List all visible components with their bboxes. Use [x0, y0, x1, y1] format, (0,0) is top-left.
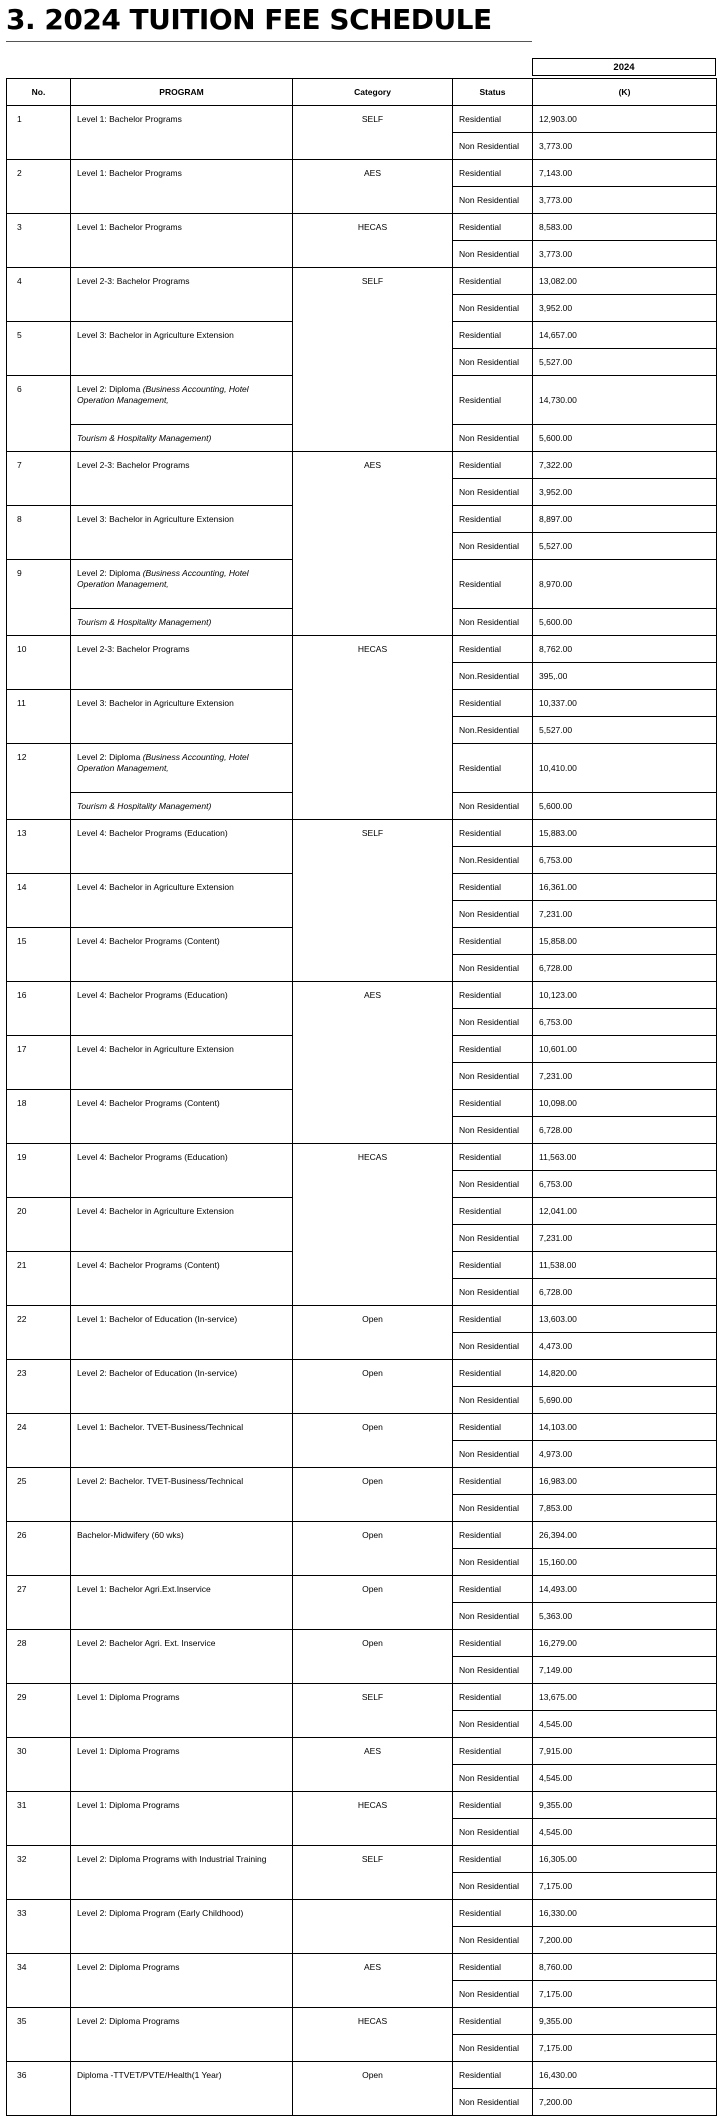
row-number: 35: [7, 2008, 71, 2062]
status-residential: Residential: [453, 322, 533, 349]
fee-non-residential: 3,952.00: [533, 479, 717, 506]
fee-residential: 8,897.00: [533, 506, 717, 533]
status-non-residential: Non Residential: [453, 425, 533, 452]
column-header-amount: (K): [533, 79, 717, 106]
program-name-continued: Tourism & Hospitality Management): [71, 793, 293, 820]
status-non-residential: Non Residential: [453, 1333, 533, 1360]
fee-non-residential: 5,527.00: [533, 717, 717, 744]
program-name: Level 4: Bachelor Programs (Content): [71, 1090, 293, 1144]
status-residential: Residential: [453, 1522, 533, 1549]
category-cell: Open: [293, 1360, 453, 1414]
table-row: [7, 1738, 717, 1765]
category-cell: AES: [293, 1738, 453, 1792]
fee-non-residential: 5,527.00: [533, 533, 717, 560]
status-residential: Residential: [453, 376, 533, 425]
program-name: Level 1: Bachelor Programs: [71, 106, 293, 160]
program-name: Level 3: Bachelor in Agriculture Extension: [71, 322, 293, 376]
program-name: Level 1: Diploma Programs: [71, 1792, 293, 1846]
fee-residential: 7,143.00: [533, 160, 717, 187]
table-row: [7, 820, 717, 847]
row-number: 29: [7, 1684, 71, 1738]
program-name: Level 2: Bachelor of Education (In-service): [71, 1360, 293, 1414]
fee-residential: 10,337.00: [533, 690, 717, 717]
row-number: 3: [7, 214, 71, 268]
table-row: [7, 268, 717, 295]
fee-non-residential: 3,952.00: [533, 295, 717, 322]
column-header-status: Status: [453, 79, 533, 106]
status-residential: Residential: [453, 1576, 533, 1603]
category-cell: HECAS: [293, 1144, 453, 1306]
table-row: [7, 1792, 717, 1819]
status-non-residential: Non Residential: [453, 1117, 533, 1144]
category-cell: Open: [293, 1468, 453, 1522]
fee-non-residential: 6,728.00: [533, 1117, 717, 1144]
fee-residential: 13,675.00: [533, 1684, 717, 1711]
category-cell: [293, 1900, 453, 1954]
row-number: 24: [7, 1414, 71, 1468]
program-name: Level 3: Bachelor in Agriculture Extension: [71, 506, 293, 560]
fee-residential: 14,657.00: [533, 322, 717, 349]
fee-residential: 8,583.00: [533, 214, 717, 241]
fee-non-residential: 4,545.00: [533, 1819, 717, 1846]
program-name: Level 2: Bachelor Agri. Ext. Inservice: [71, 1630, 293, 1684]
status-residential: Residential: [453, 1090, 533, 1117]
row-number: 9: [7, 560, 71, 636]
status-residential: Residential: [453, 1630, 533, 1657]
status-residential: Residential: [453, 2062, 533, 2089]
category-cell: HECAS: [293, 2008, 453, 2062]
program-name: Level 1: Bachelor Agri.Ext.Inservice: [71, 1576, 293, 1630]
category-cell: SELF: [293, 268, 453, 452]
status-non-residential: Non Residential: [453, 1495, 533, 1522]
status-non-residential: Non Residential: [453, 349, 533, 376]
row-number: 22: [7, 1306, 71, 1360]
fee-residential: 12,041.00: [533, 1198, 717, 1225]
fee-residential: 11,538.00: [533, 1252, 717, 1279]
category-cell: Open: [293, 1576, 453, 1630]
program-name: Level 1: Diploma Programs: [71, 1684, 293, 1738]
status-residential: Residential: [453, 214, 533, 241]
fee-residential: 26,394.00: [533, 1522, 717, 1549]
table-row: [7, 1360, 717, 1387]
fee-residential: 14,730.00: [533, 376, 717, 425]
fee-non-residential: 5,363.00: [533, 1603, 717, 1630]
row-number: 31: [7, 1792, 71, 1846]
status-non-residential: Non Residential: [453, 955, 533, 982]
status-non-residential: Non.Residential: [453, 663, 533, 690]
status-non-residential: Non Residential: [453, 1171, 533, 1198]
status-residential: Residential: [453, 268, 533, 295]
status-residential: Residential: [453, 1738, 533, 1765]
program-name: Level 1: Bachelor of Education (In-service): [71, 1306, 293, 1360]
category-cell: SELF: [293, 1684, 453, 1738]
program-name: Level 2-3: Bachelor Programs: [71, 636, 293, 690]
status-non-residential: Non Residential: [453, 133, 533, 160]
program-name-continued: Tourism & Hospitality Management): [71, 609, 293, 636]
fee-non-residential: 3,773.00: [533, 241, 717, 268]
fee-residential: 11,563.00: [533, 1144, 717, 1171]
row-number: 1: [7, 106, 71, 160]
program-name: Level 1: Bachelor Programs: [71, 214, 293, 268]
status-non-residential: Non Residential: [453, 1009, 533, 1036]
fee-non-residential: 6,753.00: [533, 1009, 717, 1036]
fee-residential: 12,903.00: [533, 106, 717, 133]
status-non-residential: Non Residential: [453, 1603, 533, 1630]
fee-non-residential: 7,231.00: [533, 1063, 717, 1090]
status-residential: Residential: [453, 928, 533, 955]
fee-residential: 10,123.00: [533, 982, 717, 1009]
program-name: Level 1: Bachelor Programs: [71, 160, 293, 214]
status-non-residential: Non Residential: [453, 609, 533, 636]
category-cell: SELF: [293, 1846, 453, 1900]
category-cell: AES: [293, 982, 453, 1144]
category-cell: Open: [293, 1306, 453, 1360]
status-residential: Residential: [453, 160, 533, 187]
status-residential: Residential: [453, 874, 533, 901]
fee-non-residential: 5,600.00: [533, 793, 717, 820]
fee-non-residential: 7,149.00: [533, 1657, 717, 1684]
status-non-residential: Non Residential: [453, 1279, 533, 1306]
table-row: [7, 1522, 717, 1549]
table-row: [7, 1954, 717, 1981]
column-header-no: No.: [7, 79, 71, 106]
row-number: 15: [7, 928, 71, 982]
program-name-main: Level 2: Diploma: [77, 384, 141, 394]
status-residential: Residential: [453, 1954, 533, 1981]
category-cell: HECAS: [293, 636, 453, 820]
category-cell: HECAS: [293, 1792, 453, 1846]
fee-residential: 13,082.00: [533, 268, 717, 295]
table-row: [7, 1468, 717, 1495]
fee-residential: 16,430.00: [533, 2062, 717, 2089]
program-name-main: Level 2: Diploma: [77, 568, 141, 578]
status-residential: Residential: [453, 1846, 533, 1873]
fee-non-residential: 5,600.00: [533, 425, 717, 452]
table-row: [7, 1414, 717, 1441]
status-residential: Residential: [453, 1252, 533, 1279]
fee-residential: 14,820.00: [533, 1360, 717, 1387]
program-name: Level 3: Bachelor in Agriculture Extension: [71, 690, 293, 744]
status-non-residential: Non Residential: [453, 1873, 533, 1900]
table-row: [7, 1846, 717, 1873]
row-number: 20: [7, 1198, 71, 1252]
row-number: 18: [7, 1090, 71, 1144]
status-residential: Residential: [453, 1198, 533, 1225]
category-cell: Open: [293, 1522, 453, 1576]
program-name: [71, 376, 293, 425]
program-name: Bachelor-Midwifery (60 wks): [71, 1522, 293, 1576]
fee-non-residential: 5,690.00: [533, 1387, 717, 1414]
row-number: 23: [7, 1360, 71, 1414]
row-number: 26: [7, 1522, 71, 1576]
program-name-detail: (Business Accounting, Hotel Operation Management,: [77, 384, 249, 405]
program-name: Level 2: Bachelor. TVET-Business/Technical: [71, 1468, 293, 1522]
status-residential: Residential: [453, 690, 533, 717]
program-name: Level 2: Diploma Programs: [71, 1954, 293, 2008]
table-row: [7, 636, 717, 663]
program-name: Level 4: Bachelor in Agriculture Extension: [71, 1036, 293, 1090]
fee-non-residential: 4,545.00: [533, 1711, 717, 1738]
page-title: 3. 2024 TUITION FEE SCHEDULE: [6, 3, 492, 36]
status-residential: Residential: [453, 744, 533, 793]
status-residential: Residential: [453, 2008, 533, 2035]
status-residential: Residential: [453, 1900, 533, 1927]
row-number: 30: [7, 1738, 71, 1792]
status-non-residential: Non Residential: [453, 1765, 533, 1792]
fee-non-residential: 5,600.00: [533, 609, 717, 636]
table-row: [7, 1144, 717, 1171]
row-number: 6: [7, 376, 71, 452]
table-row: [7, 214, 717, 241]
category-cell: Open: [293, 2062, 453, 2116]
fee-residential: 8,970.00: [533, 560, 717, 609]
program-name-detail: (Business Accounting, Hotel Operation Management,: [77, 752, 249, 773]
category-cell: AES: [293, 1954, 453, 2008]
fee-non-residential: 4,545.00: [533, 1765, 717, 1792]
fee-non-residential: 3,773.00: [533, 187, 717, 214]
row-number: 36: [7, 2062, 71, 2116]
fee-residential: 14,493.00: [533, 1576, 717, 1603]
program-name: Level 2-3: Bachelor Programs: [71, 452, 293, 506]
fee-residential: 8,762.00: [533, 636, 717, 663]
row-number: 4: [7, 268, 71, 322]
status-residential: Residential: [453, 506, 533, 533]
program-name: Level 4: Bachelor in Agriculture Extension: [71, 1198, 293, 1252]
program-name: Level 1: Bachelor. TVET-Business/Technical: [71, 1414, 293, 1468]
category-cell: Open: [293, 1630, 453, 1684]
title-underline: [6, 41, 532, 42]
year-header: 2024: [532, 58, 716, 76]
program-name: [71, 560, 293, 609]
status-non-residential: Non.Residential: [453, 847, 533, 874]
status-non-residential: Non Residential: [453, 1981, 533, 2008]
row-number: 2: [7, 160, 71, 214]
fee-non-residential: 7,175.00: [533, 1873, 717, 1900]
fee-residential: 10,601.00: [533, 1036, 717, 1063]
table-row: [7, 1684, 717, 1711]
status-non-residential: Non Residential: [453, 1063, 533, 1090]
status-residential: Residential: [453, 1414, 533, 1441]
fee-non-residential: 7,200.00: [533, 2089, 717, 2116]
fee-residential: 10,410.00: [533, 744, 717, 793]
row-number: 14: [7, 874, 71, 928]
fee-residential: 16,279.00: [533, 1630, 717, 1657]
row-number: 13: [7, 820, 71, 874]
status-non-residential: Non Residential: [453, 241, 533, 268]
row-number: 25: [7, 1468, 71, 1522]
table-row: [7, 106, 717, 133]
category-cell: HECAS: [293, 214, 453, 268]
status-residential: Residential: [453, 1144, 533, 1171]
fee-non-residential: 7,200.00: [533, 1927, 717, 1954]
fee-residential: 9,355.00: [533, 2008, 717, 2035]
fee-non-residential: 6,753.00: [533, 847, 717, 874]
table-row: [7, 1306, 717, 1333]
status-non-residential: Non Residential: [453, 1225, 533, 1252]
row-number: 28: [7, 1630, 71, 1684]
fee-residential: 16,361.00: [533, 874, 717, 901]
status-residential: Residential: [453, 820, 533, 847]
fee-non-residential: 5,527.00: [533, 349, 717, 376]
fee-residential: 16,305.00: [533, 1846, 717, 1873]
status-residential: Residential: [453, 1684, 533, 1711]
fee-residential: 10,098.00: [533, 1090, 717, 1117]
category-cell: SELF: [293, 820, 453, 982]
program-name: Level 4: Bachelor Programs (Education): [71, 1144, 293, 1198]
fee-non-residential: 7,853.00: [533, 1495, 717, 1522]
row-number: 8: [7, 506, 71, 560]
program-name: Level 2: Diploma Programs: [71, 2008, 293, 2062]
row-number: 11: [7, 690, 71, 744]
fee-residential: 9,355.00: [533, 1792, 717, 1819]
table-row: [7, 982, 717, 1009]
program-name: Level 4: Bachelor Programs (Education): [71, 982, 293, 1036]
tuition-fee-table: [6, 78, 717, 2116]
status-residential: Residential: [453, 1468, 533, 1495]
status-non-residential: Non Residential: [453, 2089, 533, 2116]
column-header-category: Category: [293, 79, 453, 106]
program-name-main: Level 2: Diploma: [77, 752, 141, 762]
fee-non-residential: 7,231.00: [533, 901, 717, 928]
program-name: Level 2-3: Bachelor Programs: [71, 268, 293, 322]
status-non-residential: Non Residential: [453, 1549, 533, 1576]
status-residential: Residential: [453, 560, 533, 609]
status-non-residential: Non Residential: [453, 479, 533, 506]
fee-residential: 15,858.00: [533, 928, 717, 955]
fee-residential: 7,322.00: [533, 452, 717, 479]
table-body: [7, 106, 717, 2116]
row-number: 7: [7, 452, 71, 506]
status-residential: Residential: [453, 1792, 533, 1819]
row-number: 17: [7, 1036, 71, 1090]
status-residential: Residential: [453, 982, 533, 1009]
status-non-residential: Non Residential: [453, 2035, 533, 2062]
table-row: [7, 1576, 717, 1603]
fee-residential: 14,103.00: [533, 1414, 717, 1441]
status-non-residential: Non Residential: [453, 1387, 533, 1414]
row-number: 34: [7, 1954, 71, 2008]
table-row: [7, 2008, 717, 2035]
status-non-residential: Non Residential: [453, 793, 533, 820]
program-name: Diploma -TTVET/PVTE/Health(1 Year): [71, 2062, 293, 2116]
program-name: Level 1: Diploma Programs: [71, 1738, 293, 1792]
fee-non-residential: 4,973.00: [533, 1441, 717, 1468]
program-name: Level 2: Diploma Programs with Industrial Training: [71, 1846, 293, 1900]
program-name: Level 4: Bachelor Programs (Content): [71, 1252, 293, 1306]
status-non-residential: Non Residential: [453, 1819, 533, 1846]
table-row: [7, 2062, 717, 2089]
fee-non-residential: 6,728.00: [533, 955, 717, 982]
program-name-detail: (Business Accounting, Hotel Operation Management,: [77, 568, 249, 589]
status-non-residential: Non Residential: [453, 901, 533, 928]
status-residential: Residential: [453, 1360, 533, 1387]
table-row: [7, 160, 717, 187]
fee-non-residential: 4,473.00: [533, 1333, 717, 1360]
status-non-residential: Non Residential: [453, 187, 533, 214]
row-number: 16: [7, 982, 71, 1036]
fee-non-residential: 395,.00: [533, 663, 717, 690]
program-name: Level 2: Diploma Program (Early Childhood): [71, 1900, 293, 1954]
status-residential: Residential: [453, 636, 533, 663]
category-cell: AES: [293, 452, 453, 636]
status-residential: Residential: [453, 106, 533, 133]
status-non-residential: Non Residential: [453, 295, 533, 322]
status-residential: Residential: [453, 1036, 533, 1063]
status-residential: Residential: [453, 1306, 533, 1333]
fee-non-residential: 3,773.00: [533, 133, 717, 160]
category-cell: SELF: [293, 106, 453, 160]
table-header: [7, 79, 717, 106]
fee-non-residential: 6,728.00: [533, 1279, 717, 1306]
category-cell: AES: [293, 160, 453, 214]
table-row: [7, 1900, 717, 1927]
status-non-residential: Non Residential: [453, 1711, 533, 1738]
status-non-residential: Non Residential: [453, 1657, 533, 1684]
column-header-program: PROGRAM: [71, 79, 293, 106]
row-number: 12: [7, 744, 71, 820]
fee-non-residential: 6,753.00: [533, 1171, 717, 1198]
program-name: Level 4: Bachelor Programs (Content): [71, 928, 293, 982]
category-cell: Open: [293, 1414, 453, 1468]
program-name: Level 4: Bachelor Programs (Education): [71, 820, 293, 874]
fee-residential: 8,760.00: [533, 1954, 717, 1981]
status-non-residential: Non.Residential: [453, 717, 533, 744]
status-non-residential: Non Residential: [453, 1927, 533, 1954]
fee-residential: 7,915.00: [533, 1738, 717, 1765]
row-number: 21: [7, 1252, 71, 1306]
row-number: 32: [7, 1846, 71, 1900]
fee-non-residential: 7,175.00: [533, 2035, 717, 2062]
program-name: [71, 744, 293, 793]
fee-non-residential: 7,175.00: [533, 1981, 717, 2008]
status-non-residential: Non Residential: [453, 1441, 533, 1468]
fee-residential: 13,603.00: [533, 1306, 717, 1333]
row-number: 5: [7, 322, 71, 376]
row-number: 33: [7, 1900, 71, 1954]
fee-non-residential: 15,160.00: [533, 1549, 717, 1576]
status-non-residential: Non Residential: [453, 533, 533, 560]
program-name: Level 4: Bachelor in Agriculture Extension: [71, 874, 293, 928]
fee-non-residential: 7,231.00: [533, 1225, 717, 1252]
status-residential: Residential: [453, 452, 533, 479]
program-name-continued: Tourism & Hospitality Management): [71, 425, 293, 452]
table-row: [7, 452, 717, 479]
fee-residential: 16,983.00: [533, 1468, 717, 1495]
fee-residential: 16,330.00: [533, 1900, 717, 1927]
fee-residential: 15,883.00: [533, 820, 717, 847]
row-number: 19: [7, 1144, 71, 1198]
row-number: 27: [7, 1576, 71, 1630]
table-row: [7, 1630, 717, 1657]
row-number: 10: [7, 636, 71, 690]
